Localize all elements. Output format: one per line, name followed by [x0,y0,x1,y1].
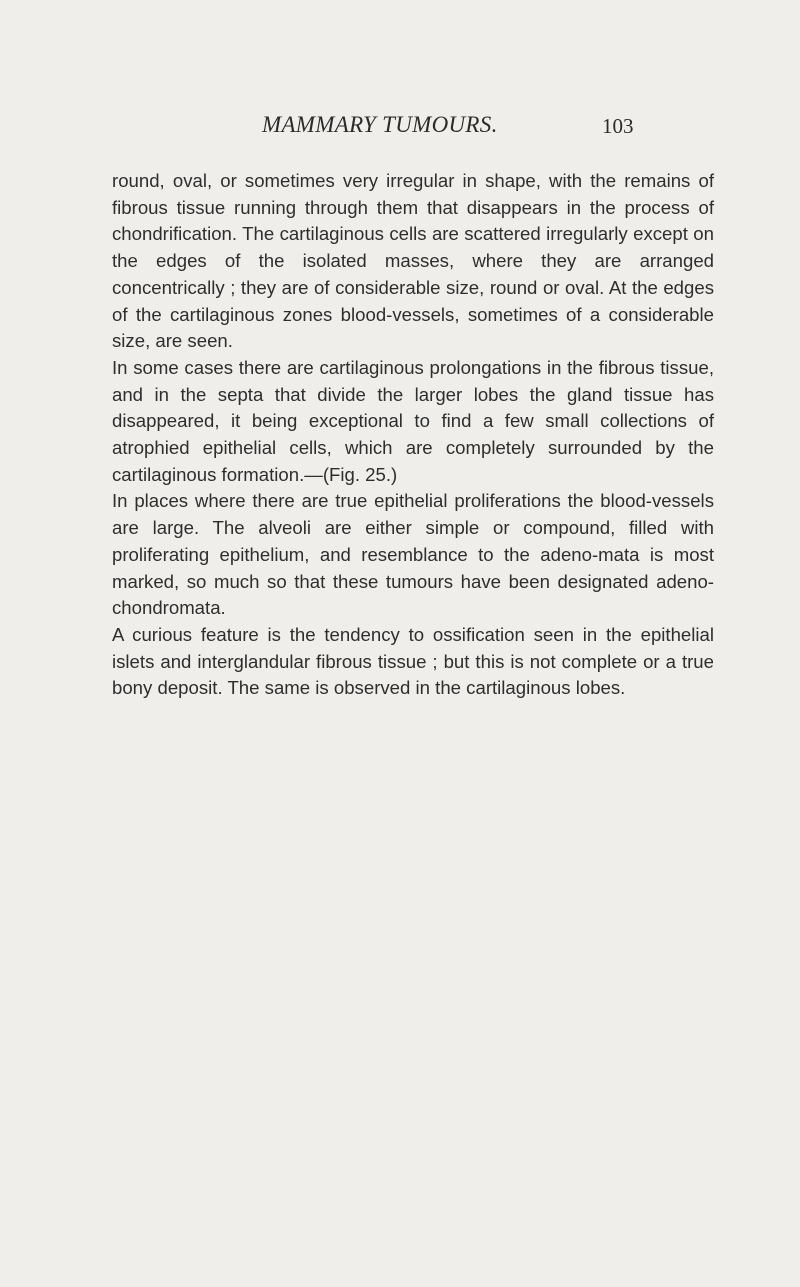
body-text [112,168,714,702]
paragraph-4: A curious feature is the tendency to ossification seen in the epithelial islets and interglandular fibrous tissue ; but this is not complete or a true bony deposit. The same is observed in the cartilaginous lobes. [112,623,714,699]
running-head [0,112,800,142]
running-title: MAMMARY TUMOURS. [262,112,498,137]
paragraph-1: round, oval, or sometimes very irregular in shape, with the remains of fibrous tissue running through them that disappears in the process of chondrification. The cartilaginous cells are scattered irregularly except on the edges of the isolated masses, where they are arranged concentrically ; they are of considerable size, round or oval. At the edges of the cartilaginous zones blood-vessels, sometimes of a considerable size, are seen. [112,170,714,352]
paragraph-3: In places where there are true epithelial proliferations the blood-vessels are large. The alveoli are either simple or compound, filled with proliferating epithelium, and resemblance to the adeno-mata is most marked, so much so that these tumours have been designated adeno-chondromata. [112,490,714,619]
paragraph-2: In some cases there are cartilaginous prolongations in the fibrous tissue, and in the septa that divide the larger lobes the gland tissue has disappeared, it being exceptional to find a few small collections of atrophied epithelial cells, which are completely surrounded by the cartilaginous formation.—(Fig. 25.) [112,356,714,485]
page-number: 103 [602,114,634,138]
